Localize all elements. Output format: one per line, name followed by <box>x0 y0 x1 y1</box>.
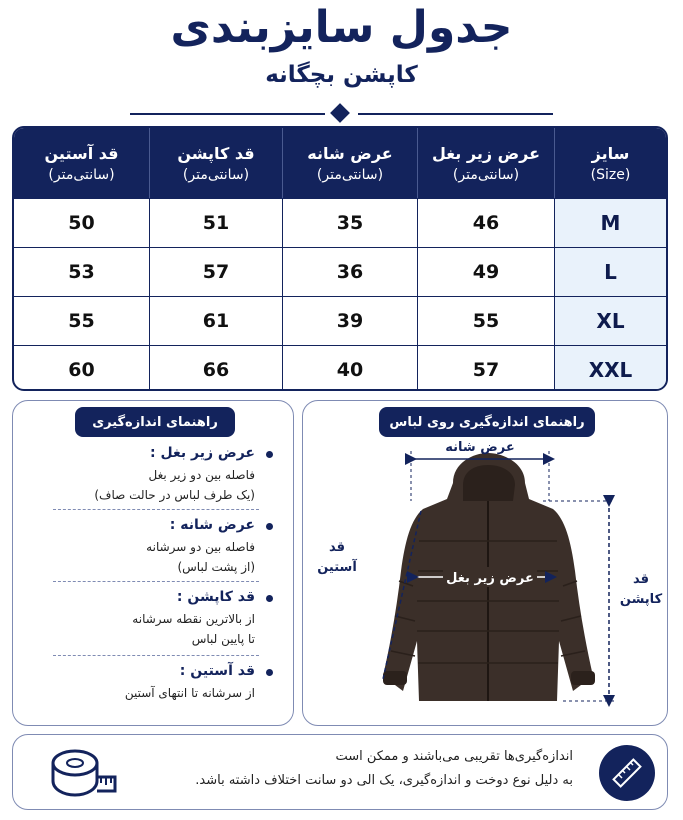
sleeve-label-line2: آستین <box>317 560 357 575</box>
chest-cell: 49 <box>417 248 554 296</box>
guide-item-title: قد آستین : <box>33 663 273 679</box>
column-header-unit: (سانتی‌متر) <box>48 166 115 183</box>
sleeve-label-line1: قد <box>328 540 346 555</box>
guide-item-line: از بالاترین نقطه سرشانه <box>132 612 255 626</box>
table-row <box>14 296 666 344</box>
column-header-length <box>149 128 282 198</box>
length-cell: 66 <box>149 346 282 391</box>
length-label-line2: کاپشن <box>619 592 663 607</box>
guide-item-line: فاصله بین دو زیر بغل <box>148 468 255 482</box>
guide-item-line: (یک طرف لباس در حالت صاف) <box>94 488 255 502</box>
shoulder-cell: 39 <box>282 297 417 345</box>
sleeve-cell: 55 <box>68 310 95 332</box>
length-cell: 51 <box>149 199 282 247</box>
size-table <box>12 126 668 391</box>
column-header-unit: (سانتی‌متر) <box>316 166 384 183</box>
page-title: جدول سایزبندی <box>170 2 513 53</box>
chest-cell: 55 <box>417 297 554 345</box>
column-header-shoulder <box>282 128 417 198</box>
disclaimer-line: اندازه‌گیری‌ها تقریبی می‌باشند و ممکن است <box>335 749 573 764</box>
guide-item-chest <box>33 445 273 505</box>
jacket-diagram <box>303 401 669 727</box>
size-cell: M <box>554 199 666 247</box>
column-header-label: سایز <box>591 143 630 163</box>
size-cell: XXL <box>554 346 666 391</box>
length-cell: 57 <box>149 248 282 296</box>
chest-label: عرض زیر بغل <box>446 571 534 586</box>
page-subtitle: کاپشن بچگانه <box>265 62 418 88</box>
guide-tab-label: راهنمای اندازه‌گیری <box>75 407 235 437</box>
guide-item-title: قد کاپشن : <box>33 589 273 605</box>
column-header-label: عرض زیر بغل <box>431 143 541 163</box>
column-header-label: عرض شانه <box>307 143 393 163</box>
guide-item-length <box>33 589 273 649</box>
sleeve-cell: 53 <box>68 261 95 283</box>
column-header-sleeve <box>14 128 149 198</box>
guide-item-line: فاصله بین دو سرشانه <box>146 540 255 554</box>
table-row <box>14 247 666 295</box>
chest-cell: 57 <box>417 346 554 391</box>
sleeve-cell: 50 <box>68 212 95 234</box>
shoulder-cell: 36 <box>282 248 417 296</box>
column-header-unit: (سانتی‌متر) <box>452 166 520 183</box>
length-label-line1: قد <box>632 572 650 587</box>
column-header-unit: (Size) <box>590 166 631 183</box>
guide-item-line: (از پشت لباس) <box>177 560 255 574</box>
guide-divider <box>53 509 259 510</box>
disclaimer-note <box>12 734 668 810</box>
chest-cell: 46 <box>417 199 554 247</box>
table-row <box>14 198 666 246</box>
guide-item-title: عرض شانه : <box>33 517 273 533</box>
column-header-unit: (سانتی‌متر) <box>182 166 250 183</box>
size-cell: XL <box>554 297 666 345</box>
guide-divider <box>53 581 259 582</box>
jacket-diagram-panel <box>302 400 668 726</box>
measurement-guide-panel <box>12 400 294 726</box>
measuring-tape-icon <box>49 741 119 801</box>
guide-divider <box>53 655 259 656</box>
length-cell: 61 <box>149 297 282 345</box>
title-divider <box>130 104 553 124</box>
column-header-chest <box>417 128 554 198</box>
ruler-icon <box>599 745 655 801</box>
size-cell: L <box>554 248 666 296</box>
guide-item-sleeve <box>33 663 273 703</box>
guide-item-line: تا پایین لباس <box>191 632 255 646</box>
guide-item-line: از سرشانه تا انتهای آستین <box>124 686 255 700</box>
disclaimer-line: به دلیل نوع دوخت و اندازه‌گیری، یک الی دو سانت اختلاف داشته باشد. <box>195 773 573 788</box>
table-row <box>14 345 666 391</box>
guide-item-shoulder <box>33 517 273 577</box>
column-header-label: قد آستین <box>44 143 119 163</box>
shoulder-label: عرض شانه <box>445 440 515 455</box>
disclaimer-text <box>133 745 573 793</box>
table-header <box>14 128 666 198</box>
shoulder-cell: 35 <box>282 199 417 247</box>
shoulder-cell: 40 <box>282 346 417 391</box>
guide-item-title: عرض زیر بغل : <box>33 445 273 461</box>
column-header-label: قد کاپشن <box>177 143 255 163</box>
column-header-size <box>554 128 666 198</box>
sleeve-cell: 60 <box>68 359 95 381</box>
diagram-tab-label: راهنمای اندازه‌گیری روی لباس <box>379 407 595 437</box>
